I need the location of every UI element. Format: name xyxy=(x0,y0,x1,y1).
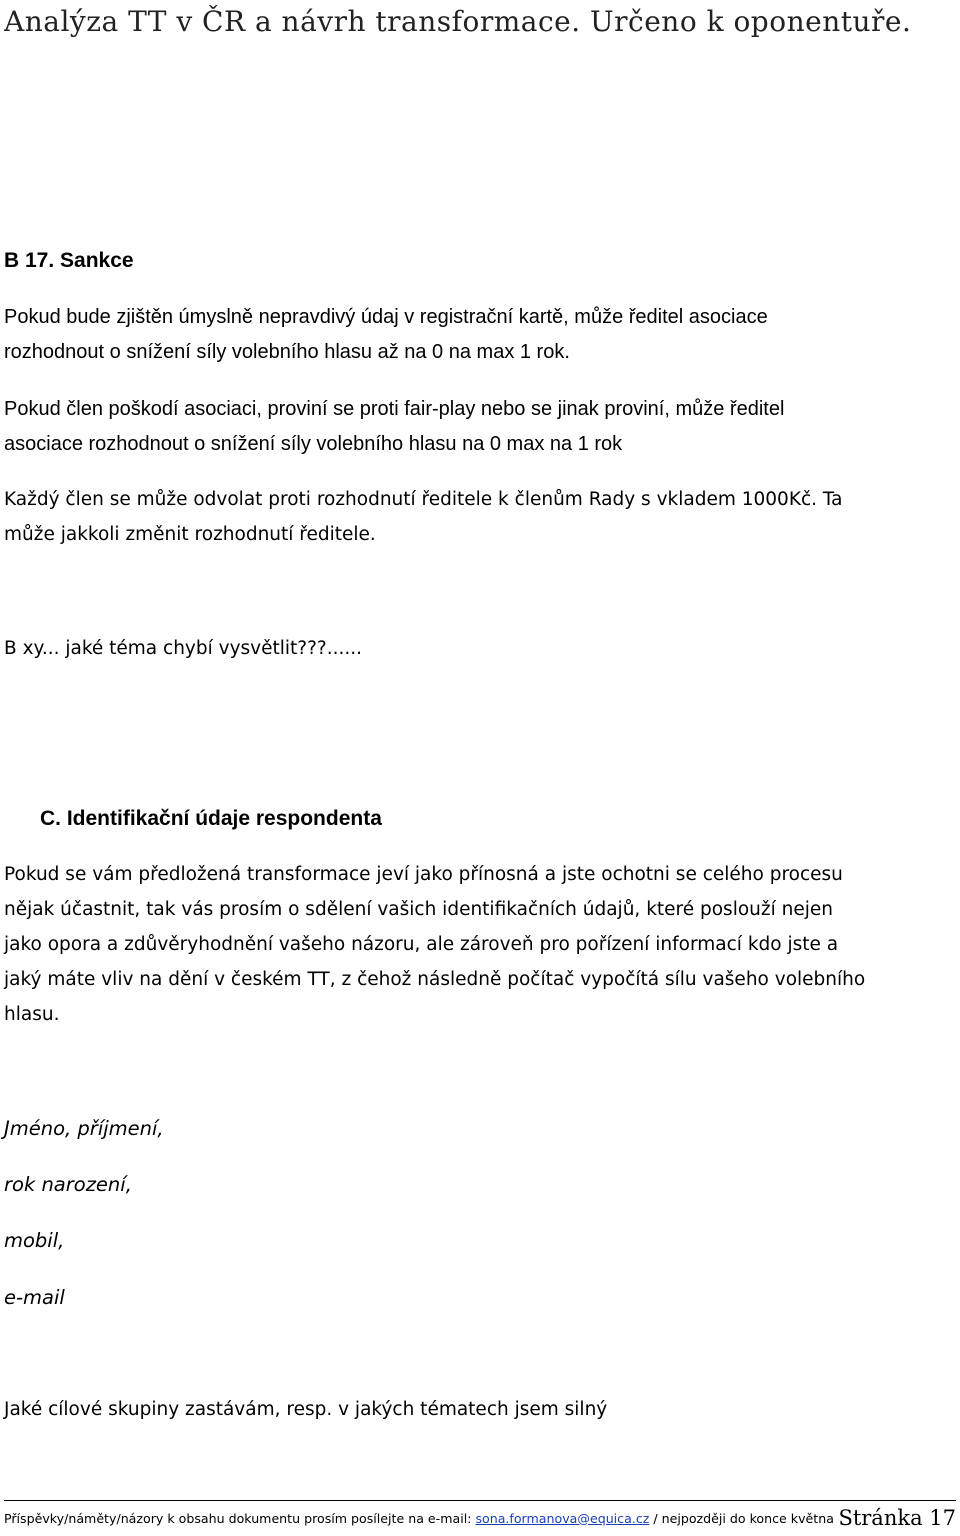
footer-text: Příspěvky/náměty/názory k obsahu dokumentu prosím posílejte na e-mail: xyxy=(4,1511,476,1526)
paragraph-appeal xyxy=(4,482,952,552)
field-name: Jméno, příjmení, xyxy=(4,1117,164,1140)
text-line: Pokud bude zjištěn úmyslně nepravdivý údaj v registrační kartě, může ředitel asociace xyxy=(4,306,768,328)
paragraph-false-data xyxy=(4,300,952,370)
text-line: asociace rozhodnout o snížení síly volebního hlasu na 0 max na 1 rok xyxy=(4,433,623,455)
section-heading-b17: B 17. Sankce xyxy=(4,249,134,272)
text-line: jako opora a zdůvěryhodnění vašeho názoru, ale zároveň pro pořízení informací kdo jste a xyxy=(4,934,839,955)
text-line: jaký máte vliv na dění v českém TT, z čehož následně počítač vypočítá sílu vašeho volebního xyxy=(4,969,866,990)
section-bxy-text: B xy... jaké téma chybí vysvětlit???...... xyxy=(4,638,363,659)
footer-deadline: / nejpozději do konce května xyxy=(649,1511,834,1526)
footer-note xyxy=(4,1506,956,1532)
text-line: Pokud člen poškodí asociaci, proviní se proti fair-play nebo se jinak proviní, může ředitel xyxy=(4,398,785,420)
text-line: hlasu. xyxy=(4,1004,60,1025)
text-line: nějak účastnit, tak vás prosím o sdělení vašich identifikačních údajů, které poslouží nejen xyxy=(4,899,833,920)
footer-email-link[interactable]: sona.formanova@equica.cz xyxy=(475,1511,650,1526)
page-number: Stránka 17 xyxy=(838,1506,956,1530)
footer-divider xyxy=(4,1500,956,1501)
section-heading-c: C. Identifikační údaje respondenta xyxy=(40,807,382,830)
paragraph-identification xyxy=(4,857,952,1032)
text-line: Každý člen se může odvolat proti rozhodnutí ředitele k členům Rady s vkladem 1000Kč. Ta xyxy=(4,489,843,510)
text-line: rozhodnout o snížení síly volebního hlasu až na 0 na max 1 rok. xyxy=(4,341,570,363)
field-email: e-mail xyxy=(4,1286,65,1309)
field-birth-year: rok narození, xyxy=(4,1173,132,1196)
text-line: Pokud se vám předložená transformace jeví jako přínosná a jste ochotni se celého procesu xyxy=(4,864,843,885)
paragraph-fair-play xyxy=(4,392,952,462)
page-header-title: Analýza TT v ČR a návrh transformace. Určeno k oponentuře. xyxy=(4,5,912,38)
target-groups-question: Jaké cílové skupiny zastávám, resp. v jakých tématech jsem silný xyxy=(4,1399,608,1420)
field-mobile: mobil, xyxy=(4,1229,65,1252)
text-line: může jakkoli změnit rozhodnutí ředitele. xyxy=(4,524,376,545)
